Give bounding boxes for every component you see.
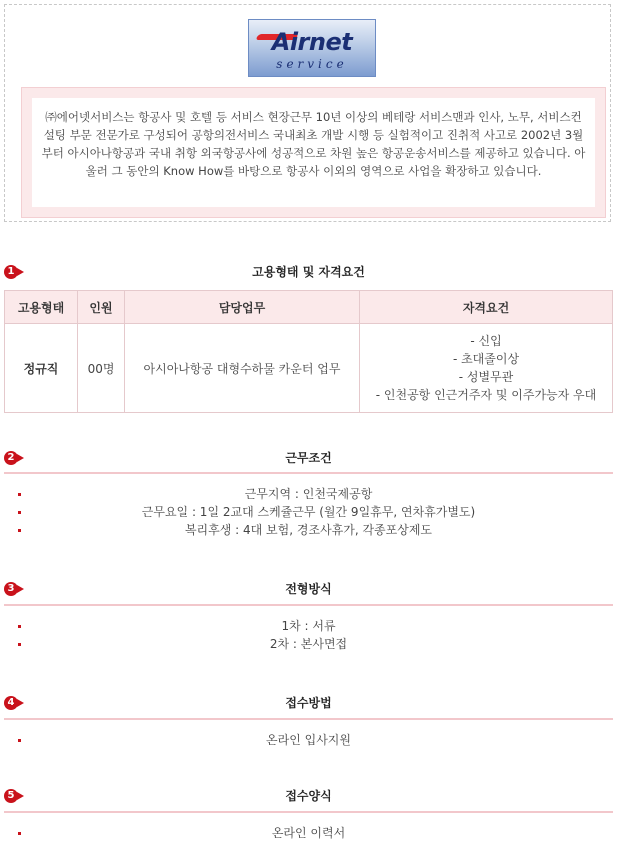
section-header-conditions (4, 451, 613, 471)
company-intro-box (4, 4, 611, 222)
selection-list (4, 617, 613, 653)
col-header-count: 인원 (78, 291, 125, 324)
section-number-badge: 1 (4, 265, 18, 279)
requirement-item: - 인천공항 인근거주자 및 이주가능자 우대 (375, 388, 597, 402)
col-header-type: 고용형태 (5, 291, 78, 324)
section-divider (4, 604, 613, 606)
section-title: 근무조건 (285, 451, 332, 465)
bullet-icon (18, 529, 21, 532)
logo-sub-text: service (276, 57, 348, 71)
cell-requirements (360, 324, 613, 413)
intro-text: ㈜에어넷서비스는 항공사 및 호텔 등 서비스 현장근무 10년 이상의 베테랑 서비스맨과 인사, 노무, 서비스컨설팅 부문 전문가로 구성되어 공항의전서비스 국내최초 개발 시행 등 실험적이고 진취적 사고로 2002년 3월부터 아시아나항공과 국내 취항 외국항공사에 성공적으로 차원 높은 항공운송서비스를 제공하고 있습니다. 아울러 그 동안의 Know How를 바탕으로 항공사 이외의 영역으로 사업을 확장하고 있습니다. (32, 98, 595, 207)
section-number-badge: 2 (4, 451, 18, 465)
section-number-badge: 3 (4, 582, 18, 596)
section-header-employment (4, 265, 613, 285)
employment-table (4, 290, 613, 413)
conditions-list (4, 485, 613, 539)
bullet-icon (18, 739, 21, 742)
list-item: 복리후생 : 4대 보험, 경조사휴가, 각종포상제도 (4, 521, 613, 539)
section-divider (4, 718, 613, 720)
list-item: 근무요일 : 1일 2교대 스케쥴근무 (월간 9일휴무, 연차휴가별도) (4, 503, 613, 521)
bullet-icon (18, 511, 21, 514)
section-title: 접수양식 (285, 789, 332, 803)
section-number-badge: 4 (4, 696, 18, 710)
form-list (4, 824, 613, 842)
bullet-icon (18, 832, 21, 835)
cell-count: 00명 (78, 324, 125, 413)
method-list (4, 731, 613, 749)
section-title: 접수방법 (285, 696, 332, 710)
logo-brand-text: Airnet (271, 28, 353, 56)
section-title: 고용형태 및 자격요건 (252, 265, 365, 279)
section-title: 전형방식 (285, 582, 332, 596)
section-number-badge: 5 (4, 789, 18, 803)
list-item: 온라인 입사지원 (4, 731, 613, 749)
section-header-method (4, 696, 613, 716)
cell-type: 정규직 (5, 324, 78, 413)
bullet-icon (18, 643, 21, 646)
section-header-selection (4, 582, 613, 602)
col-header-duty: 담당업무 (125, 291, 360, 324)
requirement-item: - 성별무관 (458, 370, 514, 384)
requirement-item: - 신입 (470, 334, 502, 348)
bullet-icon (18, 625, 21, 628)
section-divider (4, 811, 613, 813)
list-item: 1차 : 서류 (4, 617, 613, 635)
list-item: 온라인 이력서 (4, 824, 613, 842)
list-item: 근무지역 : 인천국제공항 (4, 485, 613, 503)
intro-panel (21, 87, 606, 218)
table-row (5, 324, 613, 413)
col-header-requirements: 자격요건 (360, 291, 613, 324)
bullet-icon (18, 493, 21, 496)
section-header-form (4, 789, 613, 809)
cell-duty: 아시아나항공 대형수하물 카운터 업무 (125, 324, 360, 413)
list-item: 2차 : 본사면접 (4, 635, 613, 653)
section-divider (4, 472, 613, 474)
table-header-row (5, 291, 613, 324)
requirement-item: - 초대졸이상 (452, 352, 520, 366)
company-logo (248, 19, 376, 77)
